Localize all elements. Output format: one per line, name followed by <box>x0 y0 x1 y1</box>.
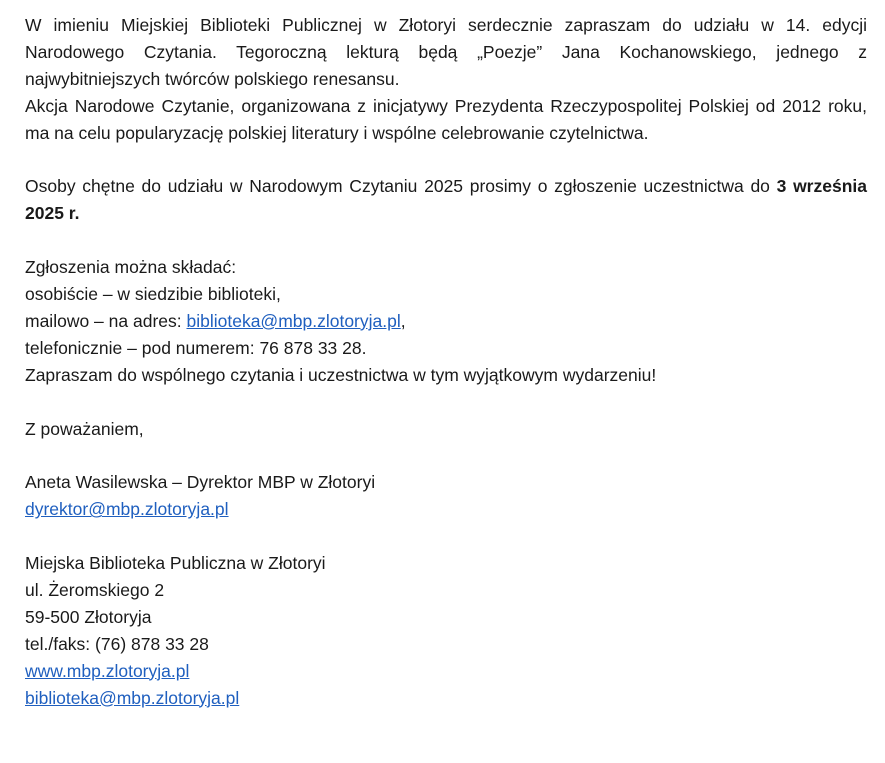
invitation-line: Zapraszam do wspólnego czytania i uczestnictwa w tym wyjątkowym wydarzeniu! <box>25 364 657 385</box>
library-email-link[interactable]: biblioteka@mbp.zlotoryja.pl <box>186 310 401 331</box>
apply-email-suffix: , <box>400 310 406 331</box>
apply-in-person: osobiście – w siedzibie biblioteki, <box>25 284 281 305</box>
apply-by-email <box>25 308 867 335</box>
spacer <box>25 389 867 416</box>
director-email-link[interactable]: dyrektor@mbp.zlotoryja.pl <box>25 499 229 520</box>
spacer <box>25 442 867 469</box>
signature-line: Aneta Wasilewska – Dyrektor MBP w Złotoryi <box>25 472 376 493</box>
apply-by-phone: telefonicznie – pod numerem: 76 878 33 28. <box>25 337 367 358</box>
applications-heading: Zgłoszenia można składać: <box>25 257 237 278</box>
spacer <box>25 147 867 174</box>
library-street: ul. Żeromskiego 2 <box>25 579 165 600</box>
campaign-paragraph: Akcja Narodowe Czytanie, organizowana z inicjatywy Prezydenta Rzeczypospolitej Polskiej od 2012 roku, ma na celu popularyzację polskiej literatury i wspólne celebrowanie czytelnictwa. <box>25 95 867 143</box>
director-email-line <box>25 496 867 523</box>
library-phone: tel./faks: (76) 878 33 28 <box>25 633 209 654</box>
intro-paragraph: W imieniu Miejskiej Biblioteki Publicznej w Złotoryi serdecznie zapraszam do udziału w 14. edycji Narodowego Czytania. Tegoroczną lekturą będą „Poezje” Jana Kochanowskiego, jednego z najwybitniejszych twórców polskiego renesansu. <box>25 15 867 89</box>
apply-email-prefix: mailowo – na adres: <box>25 310 187 331</box>
spacer <box>25 227 867 254</box>
letter-document <box>25 12 867 711</box>
deadline-date: 3 września 2025 r. <box>25 176 867 224</box>
deadline-paragraph <box>25 173 867 227</box>
library-name: Miejska Biblioteka Publiczna w Złotoryi <box>25 553 326 574</box>
regards-line: Z poważaniem, <box>25 418 144 439</box>
website-line <box>25 658 867 685</box>
deadline-text: Osoby chętne do udziału w Narodowym Czytaniu 2025 prosimy o zgłoszenie uczestnictwa do <box>25 176 777 197</box>
library-email-link-footer[interactable]: biblioteka@mbp.zlotoryja.pl <box>25 687 240 708</box>
library-city: 59-500 Złotoryja <box>25 606 152 627</box>
spacer <box>25 523 867 550</box>
website-link[interactable]: www.mbp.zlotoryja.pl <box>25 660 190 681</box>
library-email-line <box>25 685 867 712</box>
